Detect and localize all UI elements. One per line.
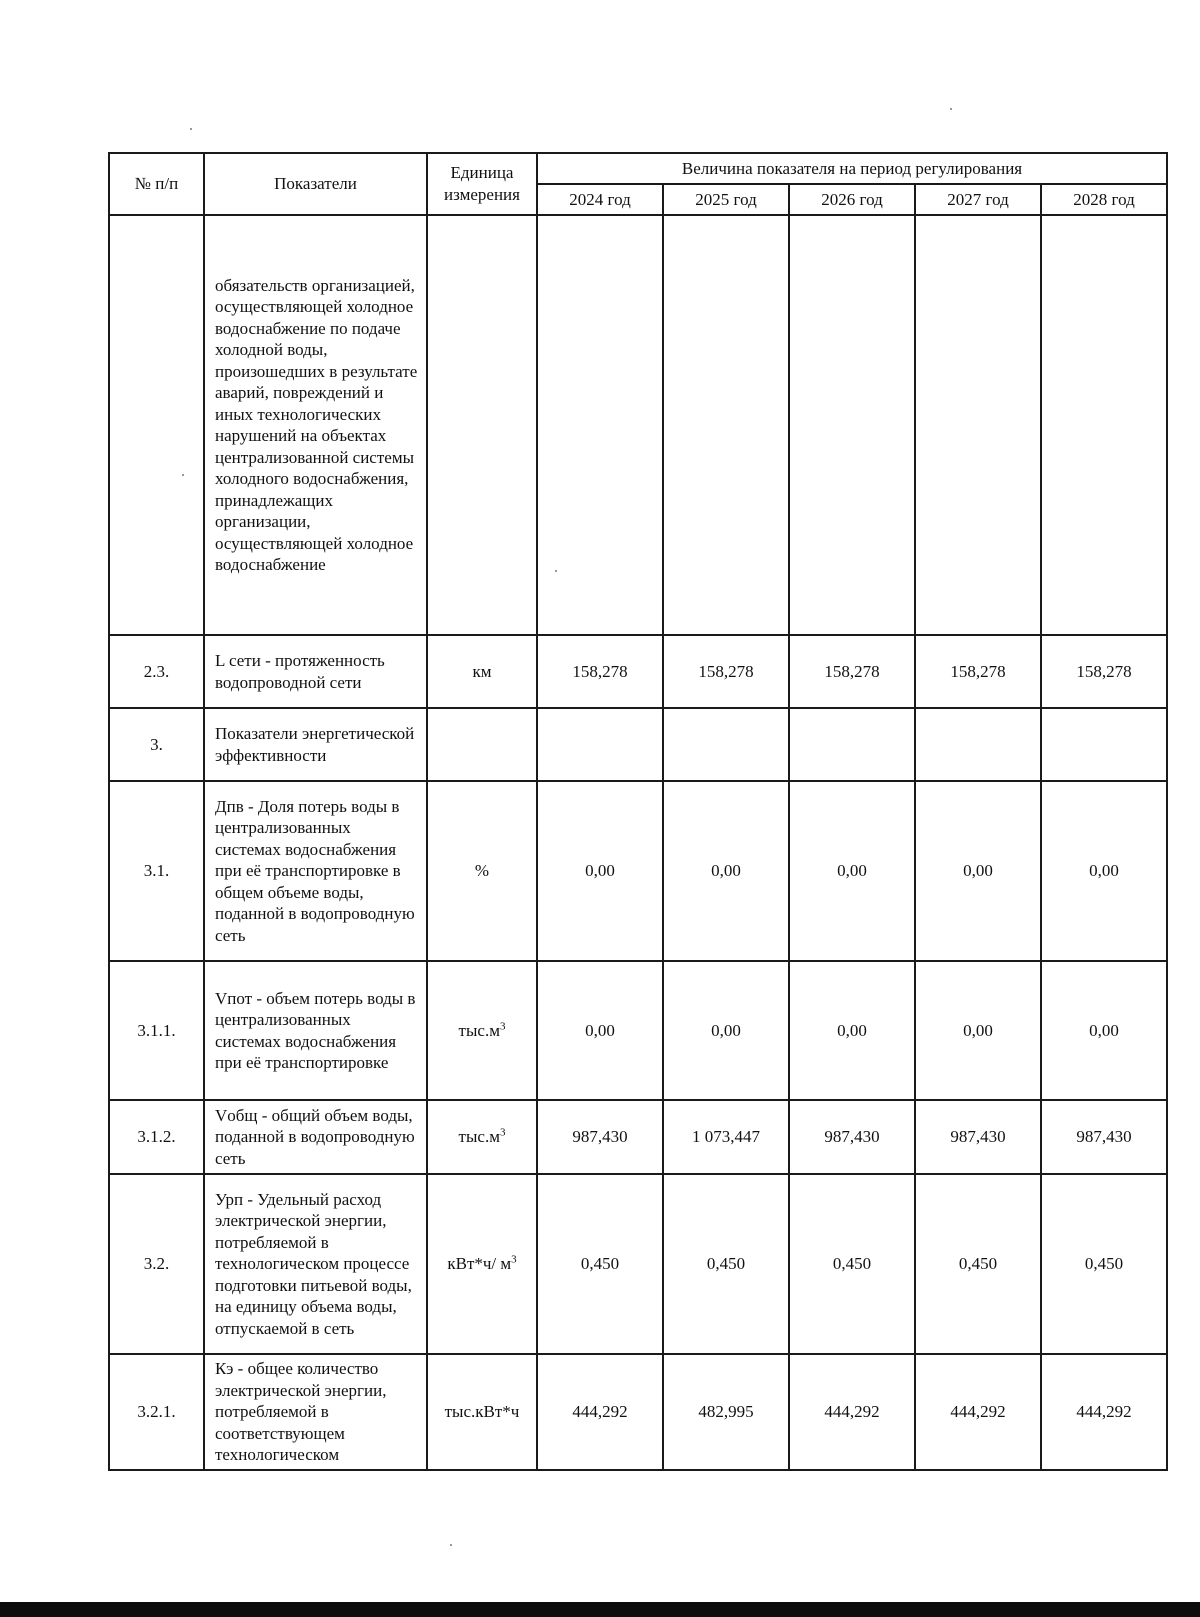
value-2025 — [663, 708, 789, 781]
header-year: 2028 год — [1041, 184, 1167, 215]
indicators-table — [108, 152, 1168, 1471]
row-number: 3. — [109, 708, 204, 781]
value-2026 — [789, 708, 915, 781]
header-unit: Единица измерения — [427, 153, 537, 215]
value-2025: 158,278 — [663, 635, 789, 708]
scan-speck — [555, 570, 557, 572]
header-num: № п/п — [109, 153, 204, 215]
value-2028: 987,430 — [1041, 1100, 1167, 1174]
row-number: 3.2. — [109, 1174, 204, 1354]
row-indicator: Дпв - Доля потерь воды в централизованных системах водоснабжения при её транспортировке в общем объеме воды, поданной в водопроводную сеть — [204, 781, 427, 961]
row-unit: $тыс.м^3$ — [427, 961, 537, 1100]
row-indicator: L сети - протяженность водопроводной сети — [204, 635, 427, 708]
scan-speck — [450, 1544, 452, 1546]
row-indicator: Vобщ - общий объем воды, поданной в водопроводную сеть — [204, 1100, 427, 1174]
value-2026: 987,430 — [789, 1100, 915, 1174]
row-indicator: Кэ - общее количество электрической энергии, потребляемой в соответствующем технологическом — [204, 1354, 427, 1470]
row-number: 3.1. — [109, 781, 204, 961]
header-year: 2025 год — [663, 184, 789, 215]
scan-speck — [190, 128, 192, 130]
value-2028 — [1041, 215, 1167, 635]
value-2024: 0,450 — [537, 1174, 663, 1354]
header-year: 2024 год — [537, 184, 663, 215]
value-2026 — [789, 215, 915, 635]
value-2025: 1 073,447 — [663, 1100, 789, 1174]
scan-speck — [950, 108, 952, 110]
value-2028: 0,00 — [1041, 961, 1167, 1100]
table-row — [109, 781, 1167, 961]
value-2024 — [537, 708, 663, 781]
table-row — [109, 961, 1167, 1100]
value-2025: 0,450 — [663, 1174, 789, 1354]
header-year: 2026 год — [789, 184, 915, 215]
value-2026: 0,450 — [789, 1174, 915, 1354]
value-2027: 0,00 — [915, 781, 1041, 961]
value-2028: 158,278 — [1041, 635, 1167, 708]
table-row — [109, 1100, 1167, 1174]
value-2026: 0,00 — [789, 961, 915, 1100]
table-row — [109, 215, 1167, 635]
row-number: 3.2.1. — [109, 1354, 204, 1470]
row-number: 3.1.2. — [109, 1100, 204, 1174]
row-indicator: Урп - Удельный расход электрической энергии, потребляемой в технологическом процессе подготовки питьевой воды, на единицу объема воды, отпускаемой в сеть — [204, 1174, 427, 1354]
row-unit: $тыс.м^3$ — [427, 1100, 537, 1174]
scan-speck — [182, 474, 184, 476]
row-indicator: Показатели энергетической эффективности — [204, 708, 427, 781]
value-2026: 0,00 — [789, 781, 915, 961]
value-2024: 0,00 — [537, 961, 663, 1100]
value-2027: 444,292 — [915, 1354, 1041, 1470]
value-2027: 158,278 — [915, 635, 1041, 708]
table-row — [109, 635, 1167, 708]
value-2027: 0,00 — [915, 961, 1041, 1100]
row-unit: % — [427, 781, 537, 961]
header-year: 2027 год — [915, 184, 1041, 215]
value-2024: 158,278 — [537, 635, 663, 708]
value-2026: 444,292 — [789, 1354, 915, 1470]
value-2025: 0,00 — [663, 961, 789, 1100]
value-2027 — [915, 215, 1041, 635]
value-2026: 158,278 — [789, 635, 915, 708]
table-row — [109, 708, 1167, 781]
row-unit — [427, 215, 537, 635]
row-number — [109, 215, 204, 635]
value-2028 — [1041, 708, 1167, 781]
value-2025: 482,995 — [663, 1354, 789, 1470]
value-2025: 0,00 — [663, 781, 789, 961]
value-2025 — [663, 215, 789, 635]
table-row — [109, 1174, 1167, 1354]
row-indicator: обязательств организацией, осуществляющей холодное водоснабжение по подаче холодной воды, произошедших в результате аварий, повреждений и иных технологических нарушений на объектах централизованной системы холодного водоснабжения, принадлежащих организации, осуществляющей холодное водоснабжение — [204, 215, 427, 635]
value-2024: 444,292 — [537, 1354, 663, 1470]
value-2024: 987,430 — [537, 1100, 663, 1174]
row-unit: кВт*ч/ $м^3$ — [427, 1174, 537, 1354]
value-2027: 987,430 — [915, 1100, 1041, 1174]
value-2024 — [537, 215, 663, 635]
value-2024: 0,00 — [537, 781, 663, 961]
value-2028: 0,00 — [1041, 781, 1167, 961]
row-unit: км — [427, 635, 537, 708]
value-2028: 0,450 — [1041, 1174, 1167, 1354]
scan-bottom-edge — [0, 1602, 1200, 1617]
value-2028: 444,292 — [1041, 1354, 1167, 1470]
row-number: 2.3. — [109, 635, 204, 708]
value-2027 — [915, 708, 1041, 781]
row-unit: тыс.кВт*ч — [427, 1354, 537, 1470]
header-indicator: Показатели — [204, 153, 427, 215]
header-period: Величина показателя на период регулирования — [537, 153, 1167, 184]
row-unit — [427, 708, 537, 781]
value-2027: 0,450 — [915, 1174, 1041, 1354]
row-indicator: Vпот - объем потерь воды в централизованных системах водоснабжения при её транспортировке — [204, 961, 427, 1100]
row-number: 3.1.1. — [109, 961, 204, 1100]
table-row — [109, 1354, 1167, 1470]
